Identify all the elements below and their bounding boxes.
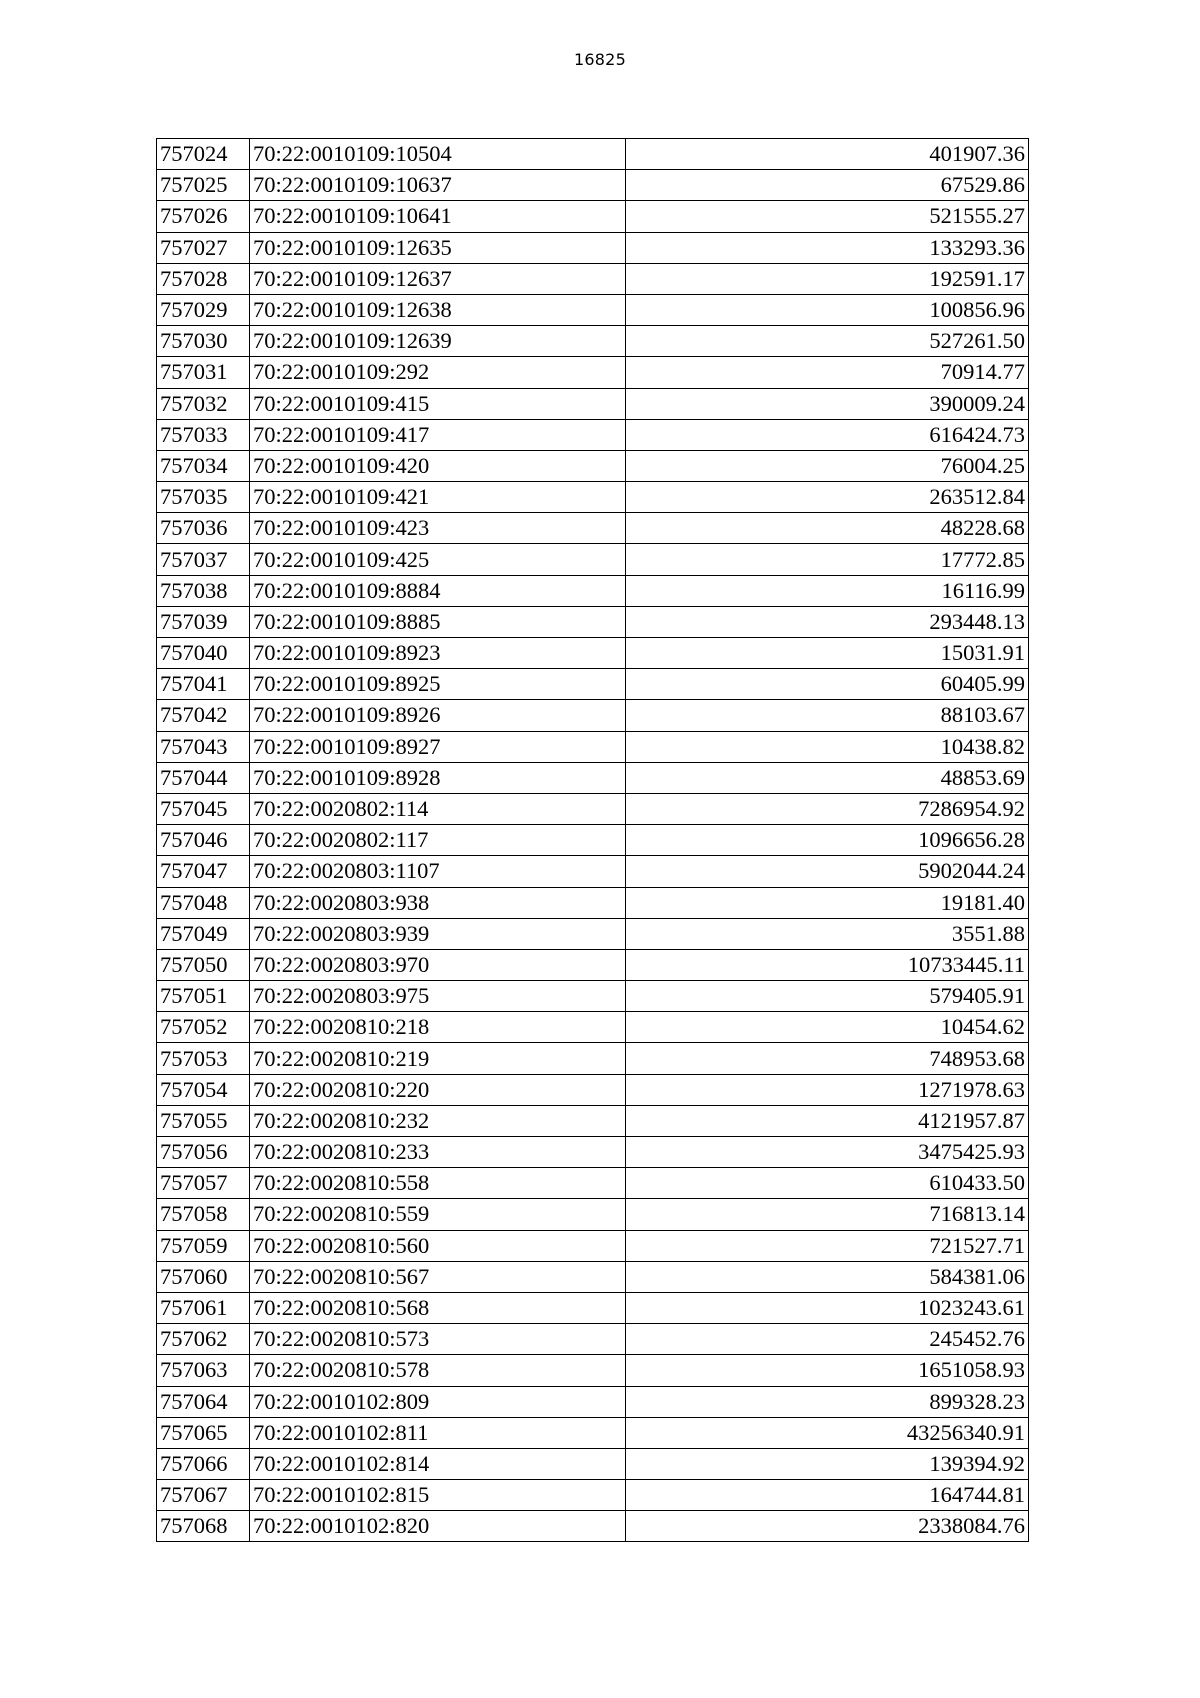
row-number-cell: 757034 [157,450,250,481]
table-body [157,139,1029,1542]
row-number-cell: 757047 [157,856,250,887]
cadastral-number-cell: 70:22:0020810:233 [250,1137,626,1168]
cadastral-number-cell: 70:22:0010109:12639 [250,326,626,357]
row-number-cell: 757035 [157,482,250,513]
table-row [157,1292,1029,1323]
cadastral-number-cell: 70:22:0020810:218 [250,1012,626,1043]
row-number-cell: 757049 [157,918,250,949]
value-cell: 133293.36 [626,232,1029,263]
table-row [157,887,1029,918]
cadastral-number-cell: 70:22:0020810:558 [250,1168,626,1199]
table-row [157,1012,1029,1043]
value-cell: 43256340.91 [626,1417,1029,1448]
value-cell: 579405.91 [626,981,1029,1012]
table-row [157,263,1029,294]
table-row [157,1261,1029,1292]
table-row [157,419,1029,450]
row-number-cell: 757026 [157,201,250,232]
table-row [157,1074,1029,1105]
row-number-cell: 757038 [157,575,250,606]
cadastral-number-cell: 70:22:0010109:423 [250,513,626,544]
table-row [157,1480,1029,1511]
row-number-cell: 757039 [157,606,250,637]
table-row [157,357,1029,388]
table-row [157,669,1029,700]
cadastral-number-cell: 70:22:0010109:292 [250,357,626,388]
cadastral-number-cell: 70:22:0020803:1107 [250,856,626,887]
value-cell: 401907.36 [626,139,1029,170]
table-row [157,1105,1029,1136]
cadastral-number-cell: 70:22:0020803:939 [250,918,626,949]
value-cell: 521555.27 [626,201,1029,232]
table-row [157,700,1029,731]
row-number-cell: 757057 [157,1168,250,1199]
row-number-cell: 757027 [157,232,250,263]
cadastral-number-cell: 70:22:0010109:8926 [250,700,626,731]
row-number-cell: 757051 [157,981,250,1012]
table-row [157,170,1029,201]
cadastral-number-cell: 70:22:0020803:970 [250,949,626,980]
value-cell: 3475425.93 [626,1137,1029,1168]
row-number-cell: 757059 [157,1230,250,1261]
value-cell: 1271978.63 [626,1074,1029,1105]
value-cell: 390009.24 [626,388,1029,419]
row-number-cell: 757062 [157,1324,250,1355]
value-cell: 15031.91 [626,638,1029,669]
value-cell: 293448.13 [626,606,1029,637]
table-row [157,981,1029,1012]
value-cell: 48853.69 [626,762,1029,793]
cadastral-number-cell: 70:22:0020810:220 [250,1074,626,1105]
table-row [157,1168,1029,1199]
table-row [157,856,1029,887]
row-number-cell: 757044 [157,762,250,793]
table-row [157,232,1029,263]
cadastral-number-cell: 70:22:0020810:568 [250,1292,626,1323]
value-cell: 19181.40 [626,887,1029,918]
cadastral-number-cell: 70:22:0010109:8928 [250,762,626,793]
value-cell: 1023243.61 [626,1292,1029,1323]
cadastral-number-cell: 70:22:0020802:117 [250,825,626,856]
value-cell: 10454.62 [626,1012,1029,1043]
table-row [157,762,1029,793]
value-cell: 60405.99 [626,669,1029,700]
row-number-cell: 757063 [157,1355,250,1386]
table-row [157,450,1029,481]
row-number-cell: 757041 [157,669,250,700]
row-number-cell: 757053 [157,1043,250,1074]
table-row [157,1324,1029,1355]
row-number-cell: 757024 [157,139,250,170]
value-cell: 1651058.93 [626,1355,1029,1386]
value-cell: 139394.92 [626,1448,1029,1479]
table-row [157,731,1029,762]
row-number-cell: 757058 [157,1199,250,1230]
cadastral-number-cell: 70:22:0010109:425 [250,544,626,575]
row-number-cell: 757036 [157,513,250,544]
table-row [157,1448,1029,1479]
table-row [157,513,1029,544]
cadastral-number-cell: 70:22:0010109:8923 [250,638,626,669]
value-cell: 164744.81 [626,1480,1029,1511]
value-cell: 3551.88 [626,918,1029,949]
cadastral-number-cell: 70:22:0020810:567 [250,1261,626,1292]
cadastral-number-cell: 70:22:0010102:811 [250,1417,626,1448]
cadastral-number-cell: 70:22:0010109:10641 [250,201,626,232]
value-cell: 2338084.76 [626,1511,1029,1542]
table-row [157,918,1029,949]
table-row [157,544,1029,575]
cadastral-number-cell: 70:22:0010109:417 [250,419,626,450]
table-row [157,201,1029,232]
row-number-cell: 757048 [157,887,250,918]
value-cell: 16116.99 [626,575,1029,606]
row-number-cell: 757029 [157,294,250,325]
table-row [157,294,1029,325]
row-number-cell: 757031 [157,357,250,388]
table-row [157,793,1029,824]
cadastral-number-cell: 70:22:0010109:12635 [250,232,626,263]
cadastral-number-cell: 70:22:0010109:415 [250,388,626,419]
row-number-cell: 757040 [157,638,250,669]
row-number-cell: 757061 [157,1292,250,1323]
value-cell: 716813.14 [626,1199,1029,1230]
table-row [157,482,1029,513]
value-cell: 100856.96 [626,294,1029,325]
value-cell: 48228.68 [626,513,1029,544]
cadastral-number-cell: 70:22:0010109:8925 [250,669,626,700]
cadastral-number-cell: 70:22:0020810:559 [250,1199,626,1230]
cadastral-number-cell: 70:22:0020810:232 [250,1105,626,1136]
row-number-cell: 757060 [157,1261,250,1292]
cadastral-number-cell: 70:22:0010102:809 [250,1386,626,1417]
cadastral-number-cell: 70:22:0020803:938 [250,887,626,918]
cadastral-number-cell: 70:22:0010109:8927 [250,731,626,762]
table-row [157,606,1029,637]
value-cell: 76004.25 [626,450,1029,481]
table-row [157,1417,1029,1448]
cadastral-number-cell: 70:22:0010109:8885 [250,606,626,637]
value-cell: 527261.50 [626,326,1029,357]
table-row [157,1230,1029,1261]
value-cell: 67529.86 [626,170,1029,201]
row-number-cell: 757043 [157,731,250,762]
cadastral-number-cell: 70:22:0020810:219 [250,1043,626,1074]
row-number-cell: 757050 [157,949,250,980]
row-number-cell: 757055 [157,1105,250,1136]
value-cell: 1096656.28 [626,825,1029,856]
row-number-cell: 757067 [157,1480,250,1511]
cadastral-number-cell: 70:22:0010109:12637 [250,263,626,294]
value-cell: 899328.23 [626,1386,1029,1417]
table-row [157,825,1029,856]
cadastral-number-cell: 70:22:0020802:114 [250,793,626,824]
table-row [157,1199,1029,1230]
row-number-cell: 757042 [157,700,250,731]
cadastral-number-cell: 70:22:0010102:814 [250,1448,626,1479]
value-cell: 192591.17 [626,263,1029,294]
row-number-cell: 757046 [157,825,250,856]
value-cell: 70914.77 [626,357,1029,388]
value-cell: 245452.76 [626,1324,1029,1355]
cadastral-number-cell: 70:22:0010109:420 [250,450,626,481]
value-cell: 10733445.11 [626,949,1029,980]
table-row [157,1137,1029,1168]
cadastral-number-cell: 70:22:0010109:10504 [250,139,626,170]
row-number-cell: 757054 [157,1074,250,1105]
value-cell: 616424.73 [626,419,1029,450]
cadastral-number-cell: 70:22:0020810:578 [250,1355,626,1386]
value-cell: 610433.50 [626,1168,1029,1199]
row-number-cell: 757064 [157,1386,250,1417]
value-cell: 748953.68 [626,1043,1029,1074]
table-row [157,388,1029,419]
row-number-cell: 757032 [157,388,250,419]
cadastral-number-cell: 70:22:0020810:560 [250,1230,626,1261]
cadastral-number-cell: 70:22:0010109:10637 [250,170,626,201]
cadastral-value-table [156,138,1029,1542]
row-number-cell: 757066 [157,1448,250,1479]
cadastral-number-cell: 70:22:0010109:8884 [250,575,626,606]
table-row [157,1355,1029,1386]
value-cell: 10438.82 [626,731,1029,762]
cadastral-number-cell: 70:22:0020803:975 [250,981,626,1012]
value-cell: 5902044.24 [626,856,1029,887]
row-number-cell: 757065 [157,1417,250,1448]
value-cell: 4121957.87 [626,1105,1029,1136]
row-number-cell: 757045 [157,793,250,824]
row-number-cell: 757068 [157,1511,250,1542]
row-number-cell: 757030 [157,326,250,357]
table-row [157,1043,1029,1074]
table-row [157,139,1029,170]
page-number: 16825 [574,50,626,69]
value-cell: 263512.84 [626,482,1029,513]
table-row [157,949,1029,980]
table-row [157,1386,1029,1417]
row-number-cell: 757056 [157,1137,250,1168]
cadastral-number-cell: 70:22:0020810:573 [250,1324,626,1355]
row-number-cell: 757028 [157,263,250,294]
value-cell: 17772.85 [626,544,1029,575]
table-row [157,575,1029,606]
cadastral-number-cell: 70:22:0010102:815 [250,1480,626,1511]
row-number-cell: 757033 [157,419,250,450]
table-row [157,1511,1029,1542]
table-row [157,326,1029,357]
cadastral-number-cell: 70:22:0010109:12638 [250,294,626,325]
row-number-cell: 757025 [157,170,250,201]
cadastral-number-cell: 70:22:0010102:820 [250,1511,626,1542]
value-cell: 88103.67 [626,700,1029,731]
value-cell: 721527.71 [626,1230,1029,1261]
row-number-cell: 757037 [157,544,250,575]
value-cell: 584381.06 [626,1261,1029,1292]
cadastral-number-cell: 70:22:0010109:421 [250,482,626,513]
table-row [157,638,1029,669]
value-cell: 7286954.92 [626,793,1029,824]
row-number-cell: 757052 [157,1012,250,1043]
